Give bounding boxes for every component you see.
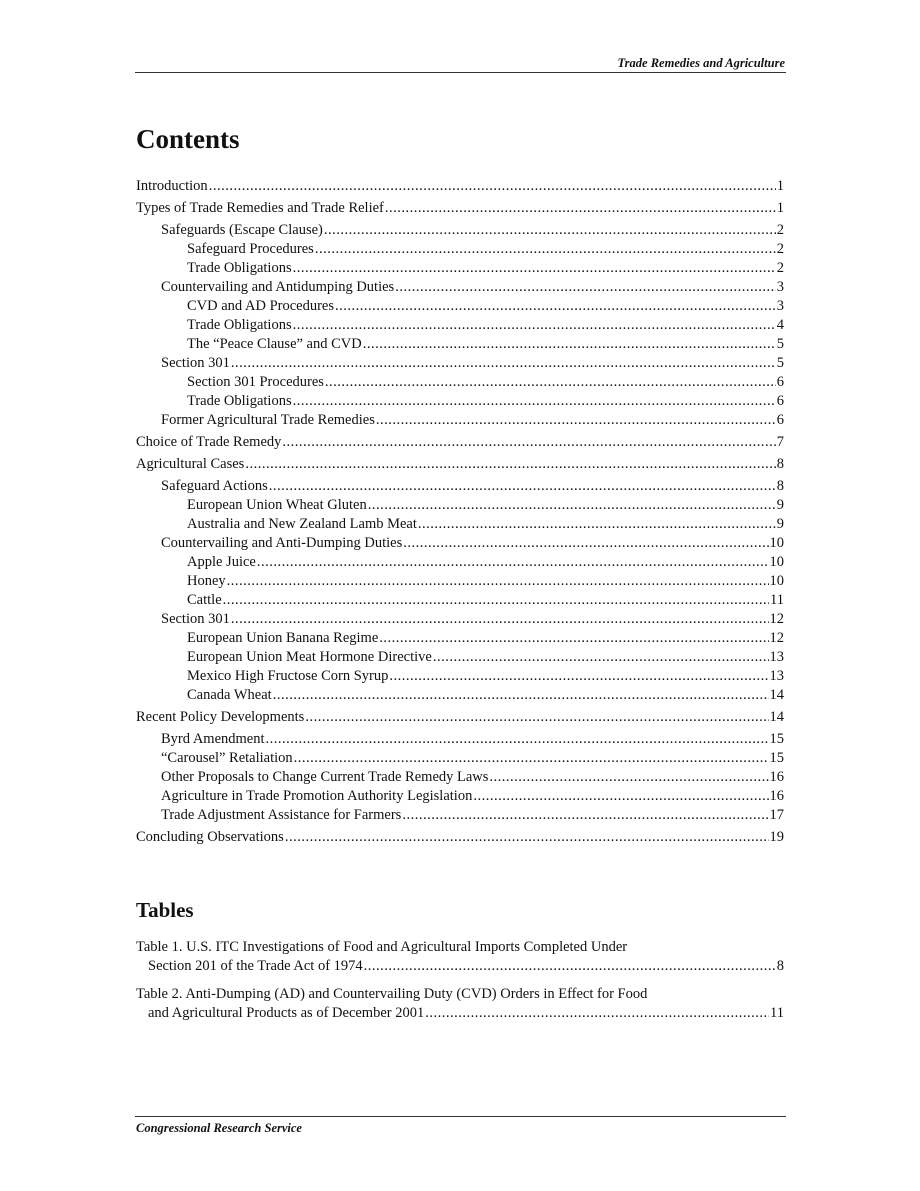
table-list-entry-2[interactable] bbox=[136, 985, 784, 1023]
toc-entry-title: Trade Adjustment Assistance for Farmers bbox=[161, 807, 402, 823]
toc-entry-page: 13 bbox=[769, 649, 784, 665]
toc-entry-page: 14 bbox=[769, 687, 784, 703]
toc-leader-dots bbox=[315, 240, 776, 259]
toc-entry-page: 6 bbox=[776, 393, 784, 409]
toc-leader-dots bbox=[209, 177, 776, 196]
toc-entry-other-proposals[interactable] bbox=[136, 768, 784, 787]
table-entry-caption-line2: and Agricultural Products as of December 2001 bbox=[148, 1005, 425, 1021]
toc-entry-title: Canada Wheat bbox=[187, 687, 272, 703]
toc-entry-section-301-cases[interactable] bbox=[136, 610, 784, 629]
toc-leader-dots bbox=[294, 749, 769, 768]
toc-entry-page: 15 bbox=[769, 731, 784, 747]
toc-entry-title: “Carousel” Retaliation bbox=[161, 750, 293, 766]
toc-entry-section-301[interactable] bbox=[136, 354, 784, 373]
toc-entry-title: Byrd Amendment bbox=[161, 731, 265, 747]
toc-leader-dots bbox=[305, 708, 768, 727]
toc-entry-page: 13 bbox=[769, 668, 784, 684]
table-entry-caption-line2-row bbox=[136, 1004, 784, 1023]
toc-entry-page: 12 bbox=[769, 630, 784, 646]
toc-entry-title: European Union Meat Hormone Directive bbox=[187, 649, 432, 665]
toc-leader-dots bbox=[395, 278, 776, 297]
toc-entry-page: 8 bbox=[776, 456, 784, 472]
toc-entry-page: 5 bbox=[776, 355, 784, 371]
toc-entry-page: 11 bbox=[770, 592, 784, 608]
toc-entry-title: Australia and New Zealand Lamb Meat bbox=[187, 516, 417, 532]
toc-entry-page: 8 bbox=[776, 478, 784, 494]
toc-entry-safeguard-procedures[interactable] bbox=[136, 240, 784, 259]
toc-leader-dots bbox=[425, 1004, 769, 1023]
toc-entry-page: 7 bbox=[776, 434, 784, 450]
toc-entry-title: European Union Wheat Gluten bbox=[187, 497, 367, 513]
toc-entry-concluding-observations[interactable] bbox=[136, 828, 784, 847]
toc-entry-agriculture-tpa[interactable] bbox=[136, 787, 784, 806]
table-entry-caption-line2-row bbox=[136, 957, 784, 976]
contents-heading: Contents bbox=[136, 124, 240, 154]
toc-leader-dots bbox=[389, 667, 768, 686]
toc-entry-eu-wheat-gluten[interactable] bbox=[136, 496, 784, 515]
toc-leader-dots bbox=[285, 828, 769, 847]
toc-entry-title: Mexico High Fructose Corn Syrup bbox=[187, 668, 389, 684]
toc-entry-safeguards[interactable] bbox=[136, 221, 784, 240]
toc-entry-safeguard-actions[interactable] bbox=[136, 477, 784, 496]
toc-entry-cattle[interactable] bbox=[136, 591, 784, 610]
toc-leader-dots bbox=[227, 572, 769, 591]
toc-entry-title: Agricultural Cases bbox=[136, 456, 245, 472]
tables-heading: Tables bbox=[136, 898, 194, 922]
toc-leader-dots bbox=[364, 957, 776, 976]
toc-entry-page: 17 bbox=[769, 807, 784, 823]
toc-entry-peace-clause[interactable] bbox=[136, 335, 784, 354]
toc-entry-page: 12 bbox=[769, 611, 784, 627]
toc-entry-trade-obligations-3[interactable] bbox=[136, 392, 784, 411]
running-header-title: Trade Remedies and Agriculture bbox=[617, 56, 785, 70]
table-entry-caption-line1: Table 2. Anti-Dumping (AD) and Countervailing Duty (CVD) Orders in Effect for Food bbox=[136, 986, 648, 1002]
toc-entry-former-agricultural-remedies[interactable] bbox=[136, 411, 784, 430]
toc-entry-page: 10 bbox=[769, 573, 784, 589]
toc-entry-title: Honey bbox=[187, 573, 226, 589]
footer-rule bbox=[135, 1116, 786, 1117]
toc-entry-title: Introduction bbox=[136, 178, 208, 194]
toc-leader-dots bbox=[282, 433, 775, 452]
toc-leader-dots bbox=[273, 686, 769, 705]
table-list-entry-1[interactable] bbox=[136, 938, 784, 976]
toc-entry-page: 19 bbox=[769, 829, 784, 845]
toc-entry-page: 6 bbox=[776, 412, 784, 428]
toc-leader-dots bbox=[269, 477, 776, 496]
toc-entry-page: 9 bbox=[776, 516, 784, 532]
toc-entry-page: 15 bbox=[769, 750, 784, 766]
toc-leader-dots bbox=[368, 496, 776, 515]
toc-entry-agricultural-cases[interactable] bbox=[136, 455, 784, 474]
toc-entry-page: 10 bbox=[769, 535, 784, 551]
toc-leader-dots bbox=[489, 768, 768, 787]
toc-leader-dots bbox=[402, 806, 768, 825]
toc-entry-title: CVD and AD Procedures bbox=[187, 298, 334, 314]
toc-leader-dots bbox=[403, 534, 768, 553]
toc-entry-trade-adjustment-assistance[interactable] bbox=[136, 806, 784, 825]
toc-entry-page: 2 bbox=[776, 241, 784, 257]
toc-entry-byrd-amendment[interactable] bbox=[136, 730, 784, 749]
toc-leader-dots bbox=[231, 610, 769, 629]
toc-entry-types-of-trade-remedies[interactable] bbox=[136, 199, 784, 218]
toc-entry-title: Trade Obligations bbox=[187, 317, 292, 333]
table-entry-caption-line1: Table 1. U.S. ITC Investigations of Food and Agricultural Imports Completed Under bbox=[136, 939, 628, 955]
table-entry-page: 11 bbox=[770, 1005, 784, 1021]
toc-entry-eu-banana-regime[interactable] bbox=[136, 629, 784, 648]
toc-leader-dots bbox=[293, 316, 776, 335]
toc-entry-page: 9 bbox=[776, 497, 784, 513]
toc-entry-title: Safeguard Procedures bbox=[187, 241, 314, 257]
toc-entry-title: Safeguard Actions bbox=[161, 478, 268, 494]
toc-leader-dots bbox=[335, 297, 776, 316]
toc-entry-page: 2 bbox=[776, 260, 784, 276]
toc-entry-page: 3 bbox=[776, 298, 784, 314]
toc-leader-dots bbox=[418, 515, 776, 534]
toc-entry-page: 4 bbox=[776, 317, 784, 333]
toc-entry-page: 2 bbox=[776, 222, 784, 238]
toc-entry-eu-meat-hormone[interactable] bbox=[136, 648, 784, 667]
toc-entry-title: European Union Banana Regime bbox=[187, 630, 379, 646]
toc-entry-choice-of-trade-remedy[interactable] bbox=[136, 433, 784, 452]
toc-entry-countervailing-antidumping[interactable] bbox=[136, 278, 784, 297]
toc-entry-section-301-procedures[interactable] bbox=[136, 373, 784, 392]
toc-entry-title: Trade Obligations bbox=[187, 393, 292, 409]
table-entry-page: 8 bbox=[776, 958, 784, 974]
toc-entry-title: Types of Trade Remedies and Trade Relief bbox=[136, 200, 384, 216]
toc-entry-apple-juice[interactable] bbox=[136, 553, 784, 572]
footer-publisher: Congressional Research Service bbox=[136, 1121, 302, 1135]
toc-entry-title: Former Agricultural Trade Remedies bbox=[161, 412, 375, 428]
toc-entry-cvd-ad-procedures[interactable] bbox=[136, 297, 784, 316]
toc-entry-title: Apple Juice bbox=[187, 554, 256, 570]
toc-entry-title: Countervailing and Antidumping Duties bbox=[161, 279, 395, 295]
toc-entry-australia-nz-lamb[interactable] bbox=[136, 515, 784, 534]
toc-entry-page: 14 bbox=[769, 709, 784, 725]
toc-entry-honey[interactable] bbox=[136, 572, 784, 591]
toc-leader-dots bbox=[324, 221, 776, 240]
toc-entry-carousel-retaliation[interactable] bbox=[136, 749, 784, 768]
toc-entry-title: Choice of Trade Remedy bbox=[136, 434, 282, 450]
toc-entry-trade-obligations-2[interactable] bbox=[136, 316, 784, 335]
toc-leader-dots bbox=[223, 591, 769, 610]
toc-entry-page: 16 bbox=[769, 769, 784, 785]
toc-entry-page: 1 bbox=[776, 178, 784, 194]
toc-entry-title: Safeguards (Escape Clause) bbox=[161, 222, 323, 238]
toc-leader-dots bbox=[245, 455, 775, 474]
toc-entry-page: 1 bbox=[776, 200, 784, 216]
header-rule bbox=[135, 72, 786, 73]
toc-entry-title: Cattle bbox=[187, 592, 222, 608]
toc-leader-dots bbox=[379, 629, 768, 648]
toc-entry-countervailing-anti-dumping[interactable] bbox=[136, 534, 784, 553]
toc-entry-page: 3 bbox=[776, 279, 784, 295]
toc-leader-dots bbox=[325, 373, 776, 392]
toc-entry-title: Trade Obligations bbox=[187, 260, 292, 276]
toc-entry-title: Section 301 bbox=[161, 355, 230, 371]
toc-leader-dots bbox=[376, 411, 776, 430]
toc-entry-title: Other Proposals to Change Current Trade Remedy Laws bbox=[161, 769, 489, 785]
toc-entry-introduction[interactable] bbox=[136, 177, 784, 196]
toc-leader-dots bbox=[266, 730, 769, 749]
toc-leader-dots bbox=[257, 553, 769, 572]
toc-entry-page: 16 bbox=[769, 788, 784, 804]
toc-entry-title: Countervailing and Anti-Dumping Duties bbox=[161, 535, 403, 551]
toc-entry-trade-obligations-1[interactable] bbox=[136, 259, 784, 278]
table-entry-caption-line2: Section 201 of the Trade Act of 1974 bbox=[148, 958, 363, 974]
toc-leader-dots bbox=[385, 199, 776, 218]
toc-entry-title: Agriculture in Trade Promotion Authority Legislation bbox=[161, 788, 473, 804]
toc-entry-page: 5 bbox=[776, 336, 784, 352]
toc-leader-dots bbox=[293, 259, 776, 278]
toc-entry-recent-policy-developments[interactable] bbox=[136, 708, 784, 727]
toc-entry-mexico-hfcs[interactable] bbox=[136, 667, 784, 686]
toc-entry-canada-wheat[interactable] bbox=[136, 686, 784, 705]
toc-leader-dots bbox=[231, 354, 776, 373]
toc-entry-page: 6 bbox=[776, 374, 784, 390]
table-of-contents bbox=[136, 177, 784, 847]
toc-entry-title: Section 301 bbox=[161, 611, 230, 627]
toc-entry-title: The “Peace Clause” and CVD bbox=[187, 336, 362, 352]
toc-entry-title: Section 301 Procedures bbox=[187, 374, 324, 390]
toc-leader-dots bbox=[293, 392, 776, 411]
toc-leader-dots bbox=[363, 335, 776, 354]
toc-leader-dots bbox=[473, 787, 768, 806]
toc-entry-title: Concluding Observations bbox=[136, 829, 284, 845]
toc-entry-page: 10 bbox=[769, 554, 784, 570]
toc-leader-dots bbox=[433, 648, 769, 667]
toc-entry-title: Recent Policy Developments bbox=[136, 709, 305, 725]
